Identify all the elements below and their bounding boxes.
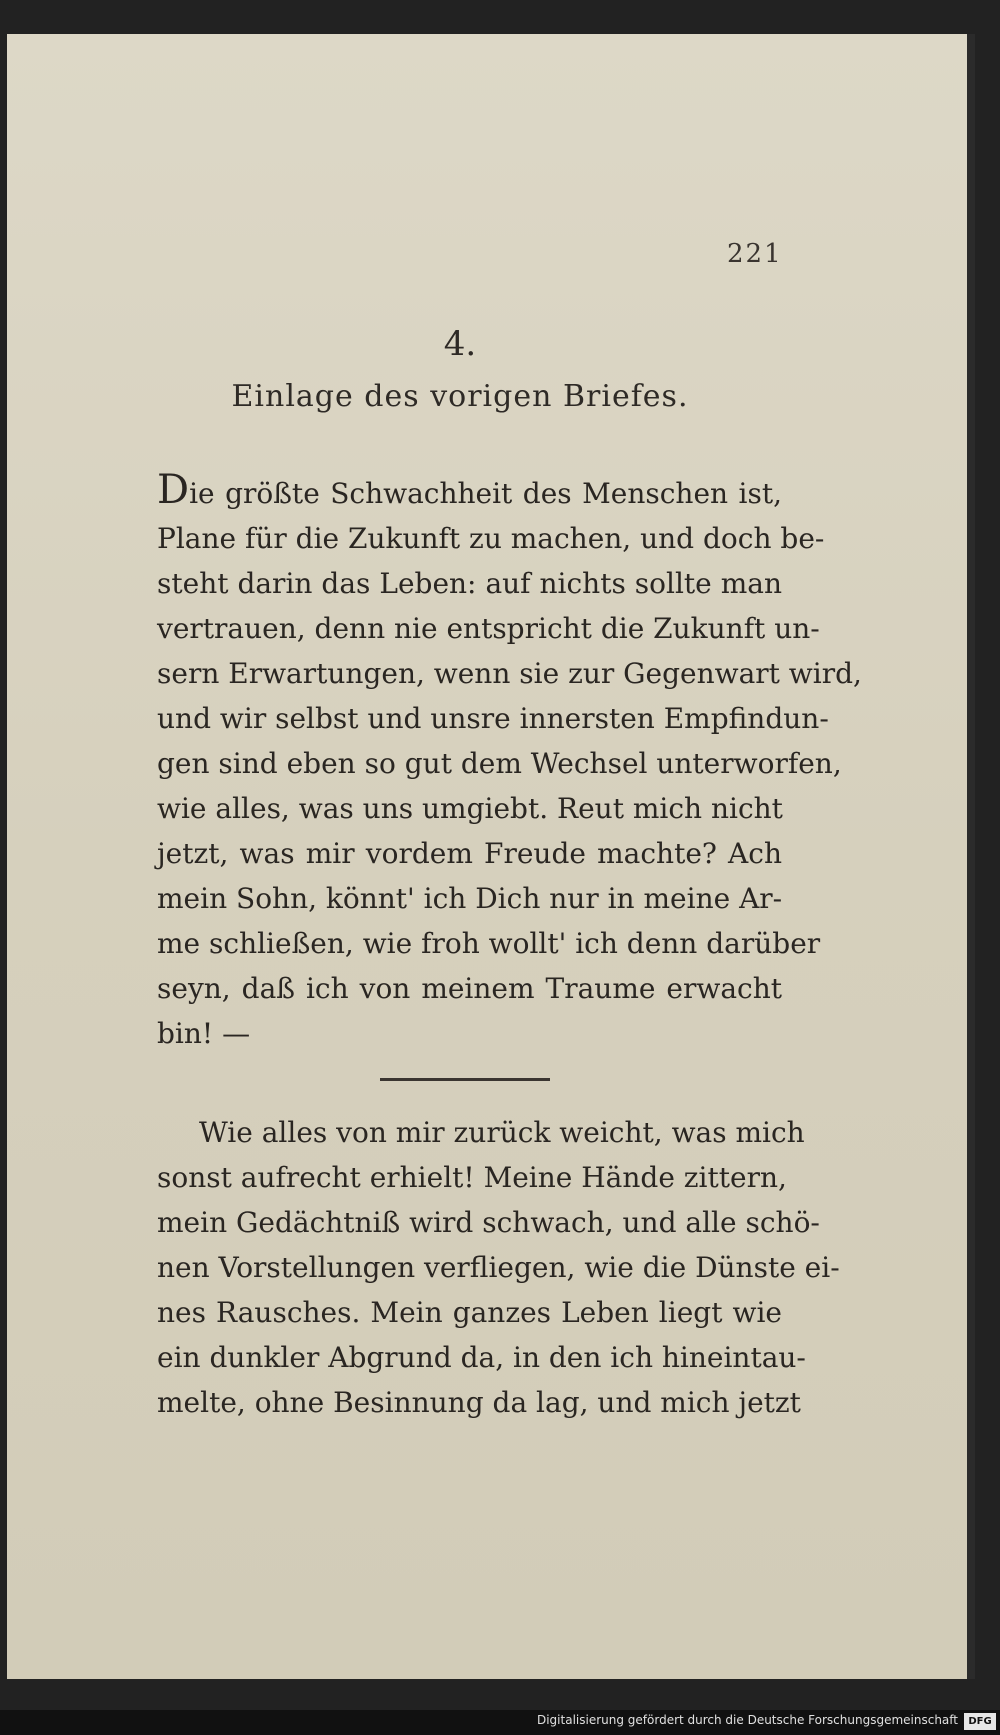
paragraph-1-line: wie alles, was uns umgiebt. Reut mich nicht <box>157 792 783 825</box>
paragraph-1-line: jetzt, was mir vordem Freude machte? Ach <box>157 837 782 870</box>
chapter-title: Einlage des vorigen Briefes. <box>231 379 689 414</box>
paragraph-1-line: sern Erwartungen, wenn sie zur Gegenwart wird, <box>157 657 862 690</box>
paragraph-1-line: und wir selbst und unsre innersten Empfindun- <box>157 702 829 735</box>
paragraph-2-line: nes Rausches. Mein ganzes Leben liegt wie <box>157 1296 782 1329</box>
paragraph-1 <box>157 467 862 1056</box>
paragraph-2-line: nen Vorstellungen verfliegen, wie die Dünste ei- <box>157 1251 840 1284</box>
paragraph-1-line-text: ie größte Schwachheit des Menschen ist, <box>189 477 782 510</box>
funding-credit: Digitalisierung gefördert durch die Deutsche Forschungsgemeinschaft <box>536 1713 958 1727</box>
drop-cap: D <box>157 467 190 513</box>
page-number: 221 <box>727 239 783 269</box>
book-page <box>7 34 975 1679</box>
paragraph-1-line: bin! — <box>157 1017 251 1050</box>
section-separator <box>380 1078 550 1081</box>
footer-bar <box>0 1710 1000 1735</box>
paragraph-1-line: seyn, daß ich von meinem Traume erwacht <box>157 972 782 1005</box>
paragraph-1-line: mein Sohn, könnt' ich Dich nur in meine Ar- <box>157 882 783 915</box>
paragraph-2-line: melte, ohne Besinnung da lag, und mich jetzt <box>157 1386 801 1419</box>
paragraph-2-line: Wie alles von mir zurück weicht, was mich <box>199 1116 805 1149</box>
paragraph-2 <box>157 1110 840 1425</box>
paragraph-2-line: sonst aufrecht erhielt! Meine Hände zittern, <box>157 1161 787 1194</box>
dfg-logo-icon: DFG <box>964 1713 996 1730</box>
paragraph-1-line: vertrauen, denn nie entspricht die Zukunft un- <box>157 612 820 645</box>
paragraph-2-line: mein Gedächtniß wird schwach, und alle schö- <box>157 1206 820 1239</box>
paragraph-1-line: steht darin das Leben: auf nichts sollte man <box>157 567 782 600</box>
paragraph-1-line: me schließen, wie froh wollt' ich denn darüber <box>157 927 821 960</box>
paragraph-1-line: gen sind eben so gut dem Wechsel unterworfen, <box>157 747 842 780</box>
chapter-number: 4. <box>443 324 477 364</box>
paragraph-2-line: ein dunkler Abgrund da, in den ich hineintau- <box>157 1341 806 1374</box>
paragraph-1-line <box>157 467 782 516</box>
paragraph-1-line: Plane für die Zukunft zu machen, und doch be- <box>157 522 825 555</box>
